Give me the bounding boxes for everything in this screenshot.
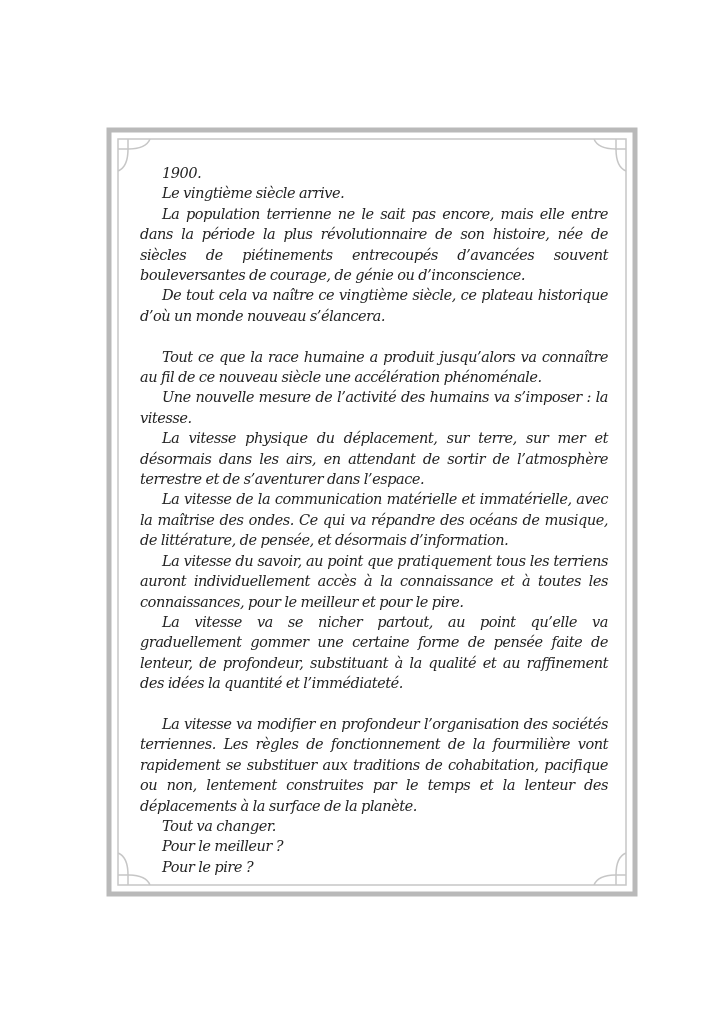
text-line-century-arrives: Le vingtième siècle arrive. [162,186,345,203]
page-text [140,164,608,878]
paragraph: Une nouvelle mesure de l’activité des humains va s’imposer : la vitesse. [140,390,608,427]
paragraph: De tout cela va naître ce vingtième siècle, ce plateau historique d’où un monde nouveau s’élancera. [140,288,608,325]
paragraph-spacer [140,695,608,715]
paragraph: La vitesse physique du déplacement, sur terre, sur mer et désormais dans les airs, en attendant de sortir de l’atmosphère terrestre et de s’aventurer dans l’espace. [140,431,608,489]
paragraph: La population terrienne ne le sait pas encore, mais elle entre dans la période la plus révolutionnaire de son histoire, née de siècles de piétinements entrecoupés d’avancées souvent bouleversantes de courage, de génie ou d’inconscience. [140,206,608,285]
paragraph: Tout ce que la race humaine a produit jusqu’alors va connaître au fil de ce nouveau siècle une accélération phénoménale. [140,349,608,387]
text-line: Tout va changer. [162,818,276,835]
paragraph-spacer [140,327,608,347]
paragraph: La vitesse de la communication matérielle et immatérielle, avec la maîtrise des ondes. Ce qui va répandre des océans de musique, de littérature, de pensée, et désormais d’information. [140,492,608,550]
text-line: Pour le pire ? [162,859,254,876]
paragraph: La vitesse va se nicher partout, au point qu’elle va graduellement gommer une certaine forme de pensée faite de lenteur, de profondeur, substituant à la qualité et au raffinement des idées la quantité et l’immédiateté. [140,614,608,693]
paragraph: La vitesse du savoir, au point que pratiquement tous les terriens auront individuellement accès à la connaissance et à toutes les connaissances, pour le meilleur et pour le pire. [140,553,608,611]
text-line-year: 1900. [162,166,202,182]
text-line: Pour le meilleur ? [162,839,284,856]
paragraph: La vitesse va modifier en profondeur l’organisation des sociétés terriennes. Les règles de fonctionnement de la fourmilière vont rapidement se substituer aux traditions de cohabitation, pacifique ou non, lentement construites par le temps et la lenteur des déplacements à la surface de la planète. [140,716,608,815]
